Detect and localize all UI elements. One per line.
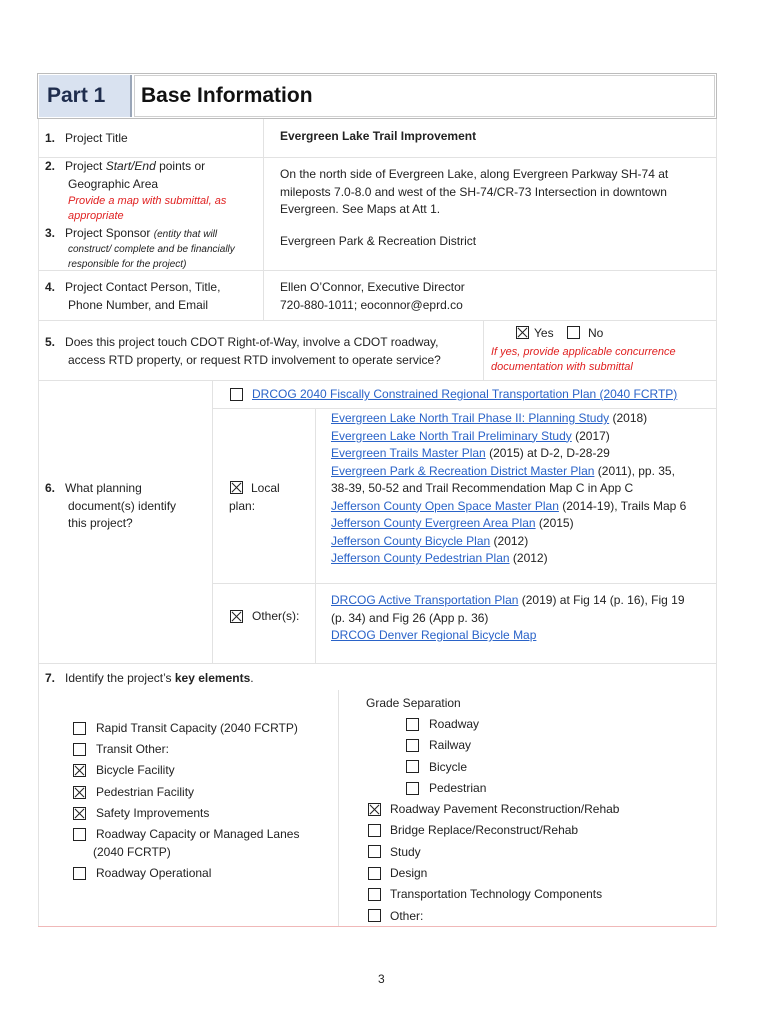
drcog-fcrtp-link[interactable]: DRCOG 2040 Fiscally Constrained Regional Transportation Plan (2040 FCRTP) <box>252 387 678 401</box>
list-item: DRCOG Active Transportation Plan (2019) at Fig 14 (p. 16), Fig 19 <box>331 593 685 607</box>
local-plan-list <box>331 410 686 568</box>
plan-link[interactable]: Jefferson County Evergreen Area Plan <box>331 516 536 530</box>
plan-link[interactable]: DRCOG Denver Regional Bicycle Map <box>331 628 537 642</box>
grade-railway-label: Railway <box>429 738 472 752</box>
table-right-border <box>716 119 717 927</box>
roadway-capacity-checkbox[interactable] <box>73 828 86 841</box>
grade-roadway-label: Roadway <box>429 717 480 731</box>
sponsor-note: construct/ complete and be financially responsible for the project) <box>68 244 235 270</box>
page-number: 3 <box>378 972 385 986</box>
row-project-title-label: 1. Project Title <box>45 131 128 145</box>
contact-value: Ellen O’Connor, Executive Director 720-880-1011; eoconnor@eprd.co <box>280 280 465 312</box>
tech-components-label: Transportation Technology Components <box>390 887 603 901</box>
study-label: Study <box>390 845 421 859</box>
plan-link[interactable]: Evergreen Trails Master Plan <box>331 446 486 460</box>
part-label: Part 1 <box>47 84 106 107</box>
grade-railway-checkbox[interactable] <box>406 739 419 752</box>
start-end-value: On the north side of Evergreen Lake, along Evergreen Parkway SH-74 at mileposts 7.0-8.0 and west of the SH-74/CR-73 Intersection in downtown Evergreen. See Maps at Att 1. <box>280 167 669 216</box>
safety-improvements-checkbox[interactable] <box>73 807 86 820</box>
col-divider <box>483 320 484 380</box>
list-item: Jefferson County Evergreen Area Plan (2015) <box>331 516 574 530</box>
col-divider <box>212 380 213 663</box>
row-cdot-question: 5. Does this project touch CDOT Right-of-Way, involve a CDOT roadway, access RTD property, or request RTD involvement to operate service? <box>45 335 441 367</box>
other-element-checkbox[interactable] <box>368 909 381 922</box>
rapid-transit-label: Rapid Transit Capacity (2040 FCRTP) <box>96 721 298 735</box>
row-divider <box>38 663 716 664</box>
row-sponsor-label: 3. Project Sponsor (entity that will <box>45 226 218 240</box>
list-item: (p. 34) and Fig 26 (App p. 36) <box>331 610 489 625</box>
list-item: Evergreen Lake North Trail Phase II: Planning Study (2018) <box>331 411 648 425</box>
section-title: Base Information <box>141 84 313 107</box>
bridge-label: Bridge Replace/Reconstruct/Rehab <box>390 823 579 837</box>
grade-bicycle-label: Bicycle <box>429 760 468 774</box>
other-plan-list <box>331 592 685 645</box>
row-divider <box>212 408 716 409</box>
bicycle-facility-label: Bicycle Facility <box>96 763 175 777</box>
other-plan-checkbox[interactable] <box>230 610 243 623</box>
plan-link[interactable]: Jefferson County Open Space Master Plan <box>331 498 559 513</box>
row-key-elements-label: 7. Identify the project’s key elements. <box>45 671 254 685</box>
plan-link[interactable]: Jefferson County Pedestrian Plan <box>331 551 510 565</box>
other-element-label: Other: <box>390 909 424 923</box>
project-title-value: Evergreen Lake Trail Improvement <box>280 129 477 143</box>
pedestrian-facility-checkbox[interactable] <box>73 786 86 799</box>
col-divider <box>315 408 316 663</box>
safety-improvements-label: Safety Improvements <box>96 806 210 820</box>
tech-components-checkbox[interactable] <box>368 888 381 901</box>
table-bottom-border <box>38 926 716 927</box>
list-item: Evergreen Lake North Trail Preliminary Study (2017) <box>331 428 610 443</box>
no-checkbox[interactable] <box>567 326 580 339</box>
plan-link[interactable]: DRCOG Active Transportation Plan <box>331 593 519 607</box>
roadway-capacity-label: Roadway Capacity or Managed Lanes <box>96 827 300 841</box>
row-divider <box>38 380 716 381</box>
list-item: Evergreen Trails Master Plan (2015) at D-2, D-28-29 <box>331 446 610 460</box>
plan-link[interactable]: Evergreen Lake North Trail Phase II: Planning Study <box>331 411 610 425</box>
row-planning-label: 6. What planning document(s) identify this project? <box>45 481 177 530</box>
row-divider <box>38 320 716 321</box>
plan-link[interactable]: Evergreen Park & Recreation District Master Plan <box>331 463 595 478</box>
concurrence-note: If yes, provide applicable concurrence documentation with submittal <box>491 346 676 373</box>
yes-checkbox[interactable] <box>516 326 529 339</box>
plan-link[interactable]: Jefferson County Bicycle Plan <box>331 533 491 548</box>
pavement-rehab-label: Roadway Pavement Reconstruction/Rehab <box>390 802 620 816</box>
transit-other-checkbox[interactable] <box>73 743 86 756</box>
table-left-border <box>38 119 39 927</box>
list-item: Jefferson County Pedestrian Plan (2012) <box>331 551 548 565</box>
plan-link[interactable]: Evergreen Lake North Trail Preliminary Study <box>331 428 572 443</box>
design-checkbox[interactable] <box>368 867 381 880</box>
roadway-operational-label: Roadway Operational <box>96 866 212 880</box>
list-item: Jefferson County Open Space Master Plan (2014-19), Trails Map 6 <box>331 498 687 513</box>
pavement-rehab-checkbox[interactable] <box>368 803 381 816</box>
bicycle-facility-checkbox[interactable] <box>73 764 86 777</box>
grade-roadway-checkbox[interactable] <box>406 718 419 731</box>
rapid-transit-checkbox[interactable] <box>73 722 86 735</box>
list-item: 38-39, 50-52 and Trail Recommendation Map C in App C <box>331 481 634 495</box>
row-contact-label: 4. Project Contact Person, Title, Phone Number, and Email <box>45 280 221 312</box>
design-label: Design <box>390 866 428 880</box>
sponsor-value: Evergreen Park & Recreation District <box>280 234 477 248</box>
grade-pedestrian-label: Pedestrian <box>429 781 487 795</box>
grade-separation-heading: Grade Separation <box>366 696 461 710</box>
roadway-operational-checkbox[interactable] <box>73 867 86 880</box>
list-item: Jefferson County Bicycle Plan (2012) <box>331 533 529 548</box>
grade-pedestrian-checkbox[interactable] <box>406 782 419 795</box>
list-item: Evergreen Park & Recreation District Master Plan (2011), pp. 35, <box>331 463 675 478</box>
no-label: No <box>588 326 604 340</box>
list-item <box>331 627 685 645</box>
geographic-area-label: Geographic Area <box>68 177 159 191</box>
pedestrian-facility-label: Pedestrian Facility <box>96 785 195 799</box>
roadway-capacity-cont: (2040 FCRTP) <box>93 845 171 859</box>
study-checkbox[interactable] <box>368 845 381 858</box>
col-divider <box>263 119 264 320</box>
grade-bicycle-checkbox[interactable] <box>406 760 419 773</box>
bridge-checkbox[interactable] <box>368 824 381 837</box>
part-label-box <box>39 75 132 117</box>
transit-other-label: Transit Other: <box>96 742 169 756</box>
yes-label: Yes <box>534 326 554 340</box>
other-plan-label: Other(s): <box>252 609 300 623</box>
drcog-fcrtp-checkbox[interactable] <box>230 388 243 401</box>
col-divider <box>338 690 339 926</box>
row-start-end-label: 2. Project Start/End points or <box>45 159 206 173</box>
row-divider <box>212 583 716 584</box>
map-note: Provide a map with submittal, as appropriate <box>68 195 227 222</box>
local-plan-label: Local plan: <box>229 481 280 513</box>
